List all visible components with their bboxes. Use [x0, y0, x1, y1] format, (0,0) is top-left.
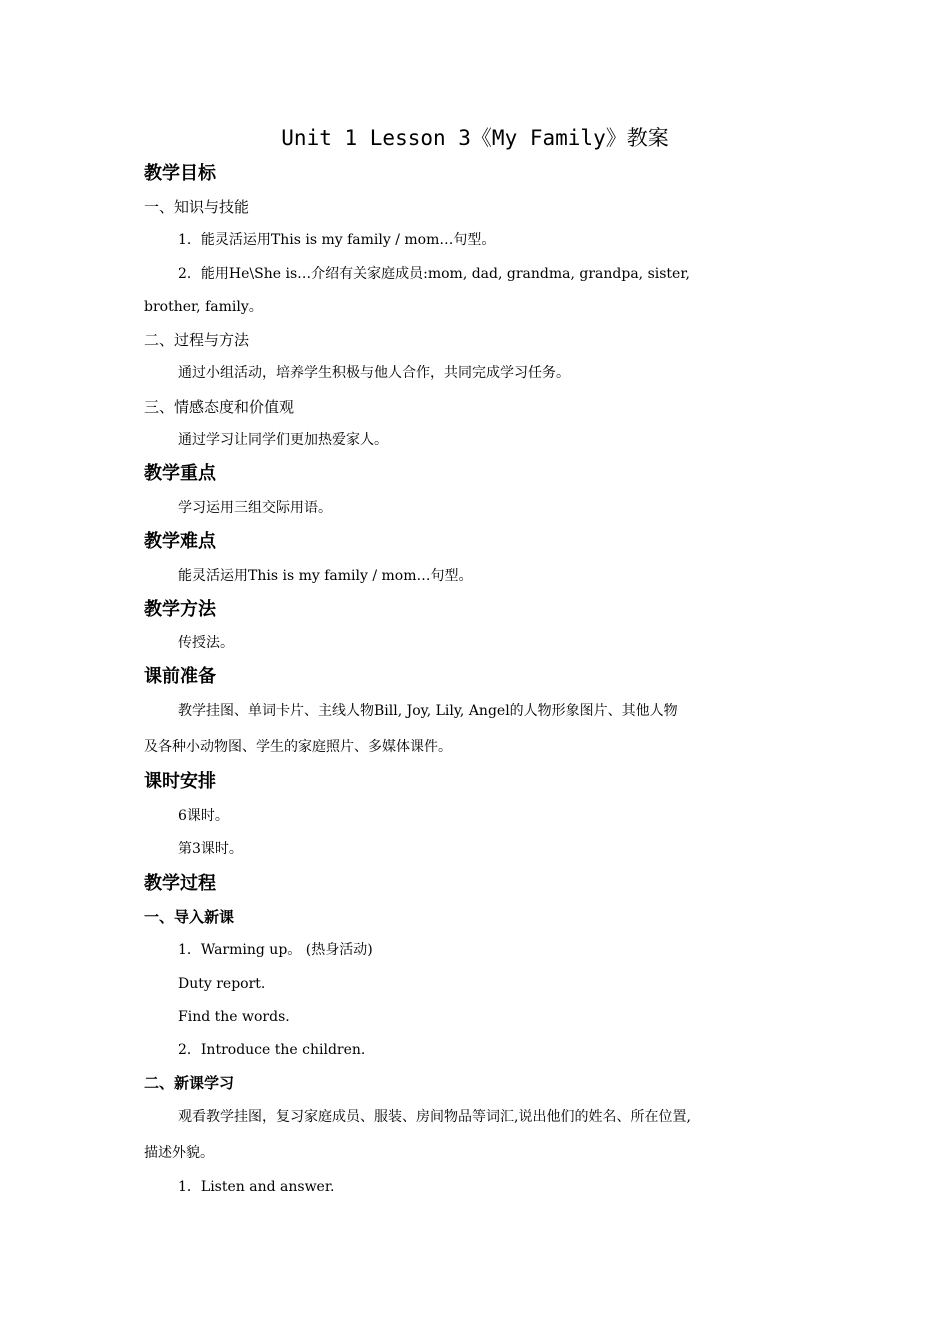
key-points-text: 学习运用三组交际用语。 [178, 500, 332, 516]
knowledge-item-2-line2: brother, family。 [144, 299, 263, 315]
schedule-line-2: 第3课时。 [178, 841, 243, 857]
intro-item-1b: Find the words. [178, 1009, 290, 1025]
new-lesson-text-line-1: 观看教学挂图，复习家庭成员、服装、房间物品等词汇,说出他们的姓名、所在位置, [178, 1109, 691, 1125]
subheading-process: 二、过程与方法 [144, 331, 250, 349]
emotion-text: 通过学习让同学们更加热爱家人。 [178, 432, 388, 448]
subheading-emotion: 三、情感态度和价值观 [144, 398, 295, 416]
knowledge-item-1: 1．能灵活运用This is my family / mom…句型。 [178, 232, 496, 248]
heading-procedure: 教学过程 [144, 873, 216, 894]
heading-methods: 教学方法 [144, 599, 216, 620]
intro-item-1a: Duty report. [178, 976, 266, 992]
subheading-intro: 一、导入新课 [144, 908, 235, 926]
heading-schedule: 课时安排 [144, 771, 216, 792]
intro-item-1: 1．Warming up。 (热身活动) [178, 942, 373, 958]
knowledge-item-2-line1: 2．能用He\She is…介绍有关家庭成员:mom, dad, grandma, grandpa, sister, [178, 266, 690, 282]
preparation-line-2: 及各种小动物图、学生的家庭照片、多媒体课件。 [144, 739, 452, 755]
methods-text: 传授法。 [178, 635, 234, 651]
heading-preparation: 课前准备 [144, 666, 216, 687]
difficulties-text: 能灵活运用This is my family / mom…句型。 [178, 568, 473, 584]
new-lesson-text-line-2: 描述外貌。 [144, 1145, 214, 1161]
preparation-line-1: 教学挂图、单词卡片、主线人物Bill, Joy, Lily, Angel的人物形象图片、其他人物 [178, 703, 678, 719]
heading-difficulties: 教学难点 [144, 531, 216, 552]
new-lesson-item-1: 1．Listen and answer. [178, 1179, 335, 1195]
heading-key-points: 教学重点 [144, 463, 216, 484]
heading-objectives: 教学目标 [144, 163, 216, 184]
subheading-new-lesson: 二、新课学习 [144, 1074, 235, 1092]
schedule-line-1: 6课时。 [178, 808, 229, 824]
document-title: Unit 1 Lesson 3《My Family》教案 [281, 126, 669, 150]
process-text: 通过小组活动，培养学生积极与他人合作，共同完成学习任务。 [178, 365, 570, 381]
subheading-knowledge: 一、知识与技能 [144, 198, 250, 216]
intro-item-2: 2．Introduce the children. [178, 1042, 366, 1058]
